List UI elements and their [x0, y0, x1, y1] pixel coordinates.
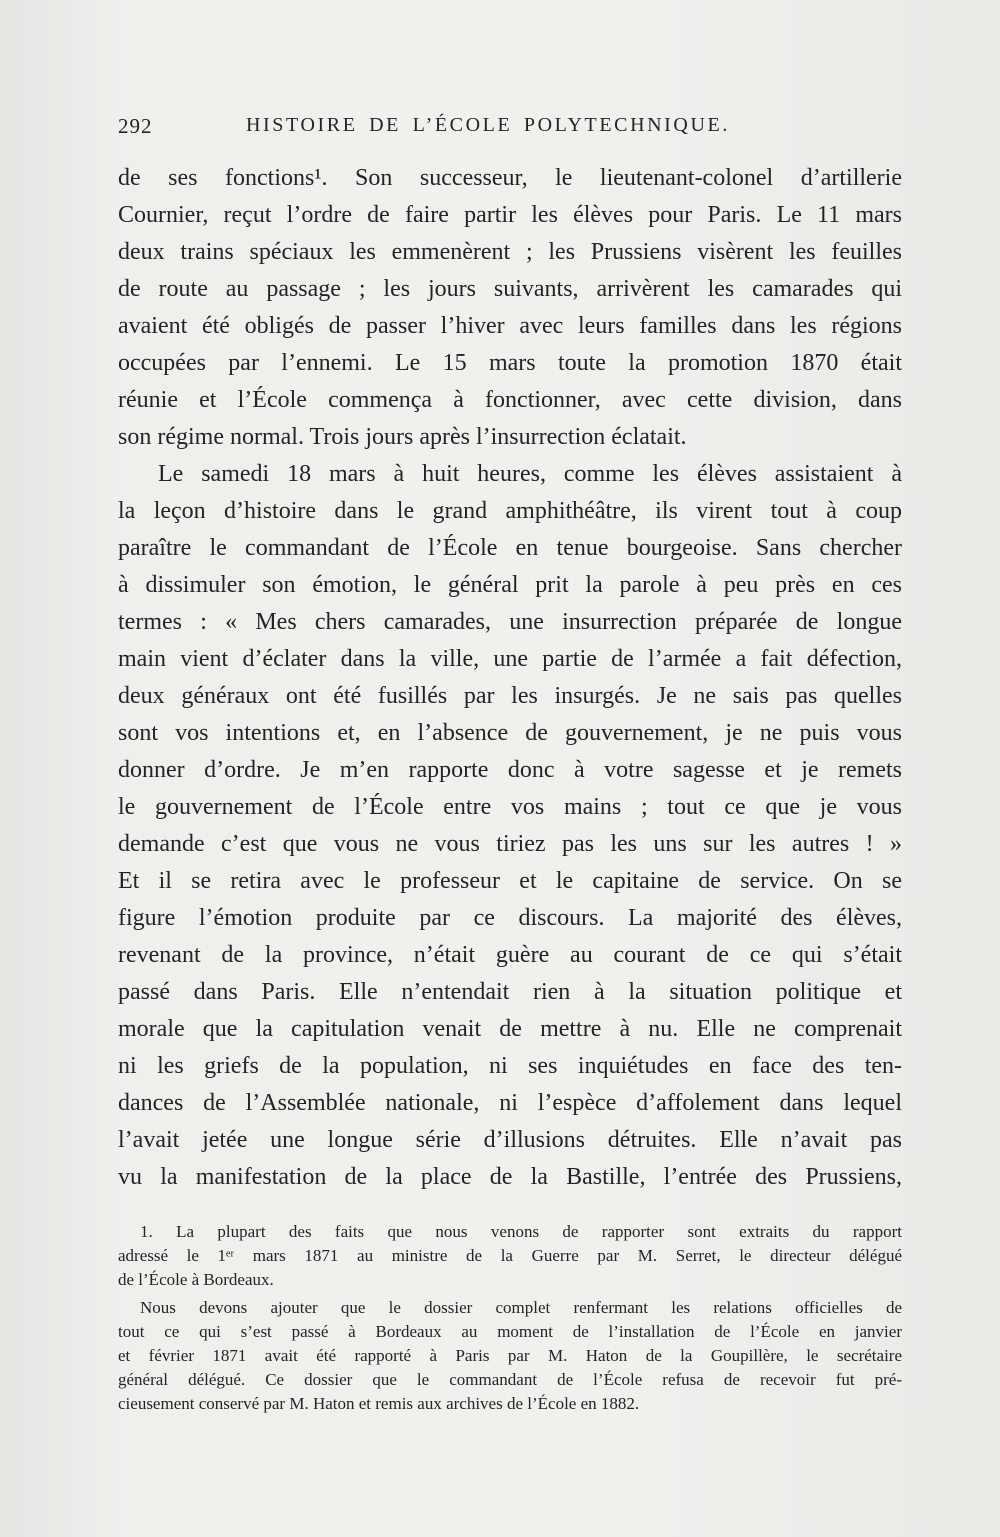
footnote-line: et février 1871 avait été rapporté à Paris par M. Haton de la Goupillère, le secrétaire: [118, 1346, 902, 1365]
text-line: revenant de la province, n’était guère au courant de ce qui s’était: [118, 942, 902, 968]
text-line: à dissimuler son émotion, le général prit la parole à peu près en ces: [118, 572, 902, 598]
text-line: Le samedi 18 mars à huit heures, comme les élèves assistaient à: [158, 461, 902, 487]
text-line: réunie et l’École commença à fonctionner, avec cette division, dans: [118, 387, 902, 413]
text-line: deux généraux ont été fusillés par les insurgés. Je ne sais pas quelles: [118, 683, 902, 709]
text-line: figure l’émotion produite par ce discours. La majorité des élèves,: [118, 905, 902, 931]
text-line: dances de l’Assemblée nationale, ni l’espèce d’affolement dans lequel: [118, 1090, 902, 1116]
text-line: occupées par l’ennemi. Le 15 mars toute la promotion 1870 était: [118, 350, 902, 376]
text-line: de route au passage ; les jours suivants, arrivèrent les camarades qui: [118, 276, 902, 302]
running-head: HISTOIRE DE L’ÉCOLE POLYTECHNIQUE.: [246, 114, 730, 136]
footnote-1: [118, 1220, 902, 1292]
footnote-line: général délégué. Ce dossier que le commandant de l’École refusa de recevoir fut pré-: [118, 1370, 902, 1389]
page-header: [118, 114, 902, 144]
text-line: paraître le commandant de l’École en tenue bourgeoise. Sans chercher: [118, 535, 902, 561]
text-line: termes : « Mes chers camarades, une insurrection préparée de longue: [118, 609, 902, 635]
text-line: ni les griefs de la population, ni ses inquiétudes en face des ten-: [118, 1053, 902, 1079]
footnote-line: de l’École à Bordeaux.: [118, 1270, 274, 1289]
text-line: donner d’ordre. Je m’en rapporte donc à votre sagesse et je remets: [118, 757, 902, 783]
text-line: l’avait jetée une longue série d’illusions détruites. Elle n’avait pas: [118, 1127, 902, 1153]
text-line: demande c’est que vous ne vous tiriez pas les uns sur les autres ! »: [118, 831, 902, 857]
footnotes: [118, 1220, 902, 1416]
text-line: son régime normal. Trois jours après l’insurrection éclatait.: [118, 424, 687, 450]
page-number: 292: [118, 114, 153, 138]
text-line: le gouvernement de l’École entre vos mains ; tout ce que je vous: [118, 794, 902, 820]
text-line: de ses fonctions¹. Son successeur, le lieutenant-colonel d’artillerie: [118, 165, 902, 191]
footnote-line: adressé le 1ᵉʳ mars 1871 au ministre de la Guerre par M. Serret, le directeur délégué: [118, 1246, 902, 1265]
text-line: Cournier, reçut l’ordre de faire partir les élèves pour Paris. Le 11 mars: [118, 202, 902, 228]
text-line: vu la manifestation de la place de la Bastille, l’entrée des Prussiens,: [118, 1164, 902, 1190]
body-text: [118, 160, 902, 1196]
text-line: avaient été obligés de passer l’hiver avec leurs familles dans les régions: [118, 313, 902, 339]
text-line: deux trains spéciaux les emmenèrent ; les Prussiens visèrent les feuilles: [118, 239, 902, 265]
footnote-line: Nous devons ajouter que le dossier complet renfermant les relations officielles de: [140, 1298, 902, 1317]
text-line: sont vos intentions et, en l’absence de gouvernement, je ne puis vous: [118, 720, 902, 746]
text-line: Et il se retira avec le professeur et le capitaine de service. On se: [118, 868, 902, 894]
text-line: morale que la capitulation venait de mettre à nu. Elle ne comprenait: [118, 1016, 902, 1042]
text-line: la leçon d’histoire dans le grand amphithéâtre, ils virent tout à coup: [118, 498, 902, 524]
text-line: passé dans Paris. Elle n’entendait rien à la situation politique et: [118, 979, 902, 1005]
footnote-line: 1. La plupart des faits que nous venons de rapporter sont extraits du rapport: [140, 1222, 902, 1241]
footnote-line: tout ce qui s’est passé à Bordeaux au moment de l’installation de l’École en janvier: [118, 1322, 902, 1341]
text-line: main vient d’éclater dans la ville, une partie de l’armée a fait défection,: [118, 646, 902, 672]
footnote-line: cieusement conservé par M. Haton et remis aux archives de l’École en 1882.: [118, 1394, 640, 1413]
footnote-continuation: [118, 1296, 902, 1416]
